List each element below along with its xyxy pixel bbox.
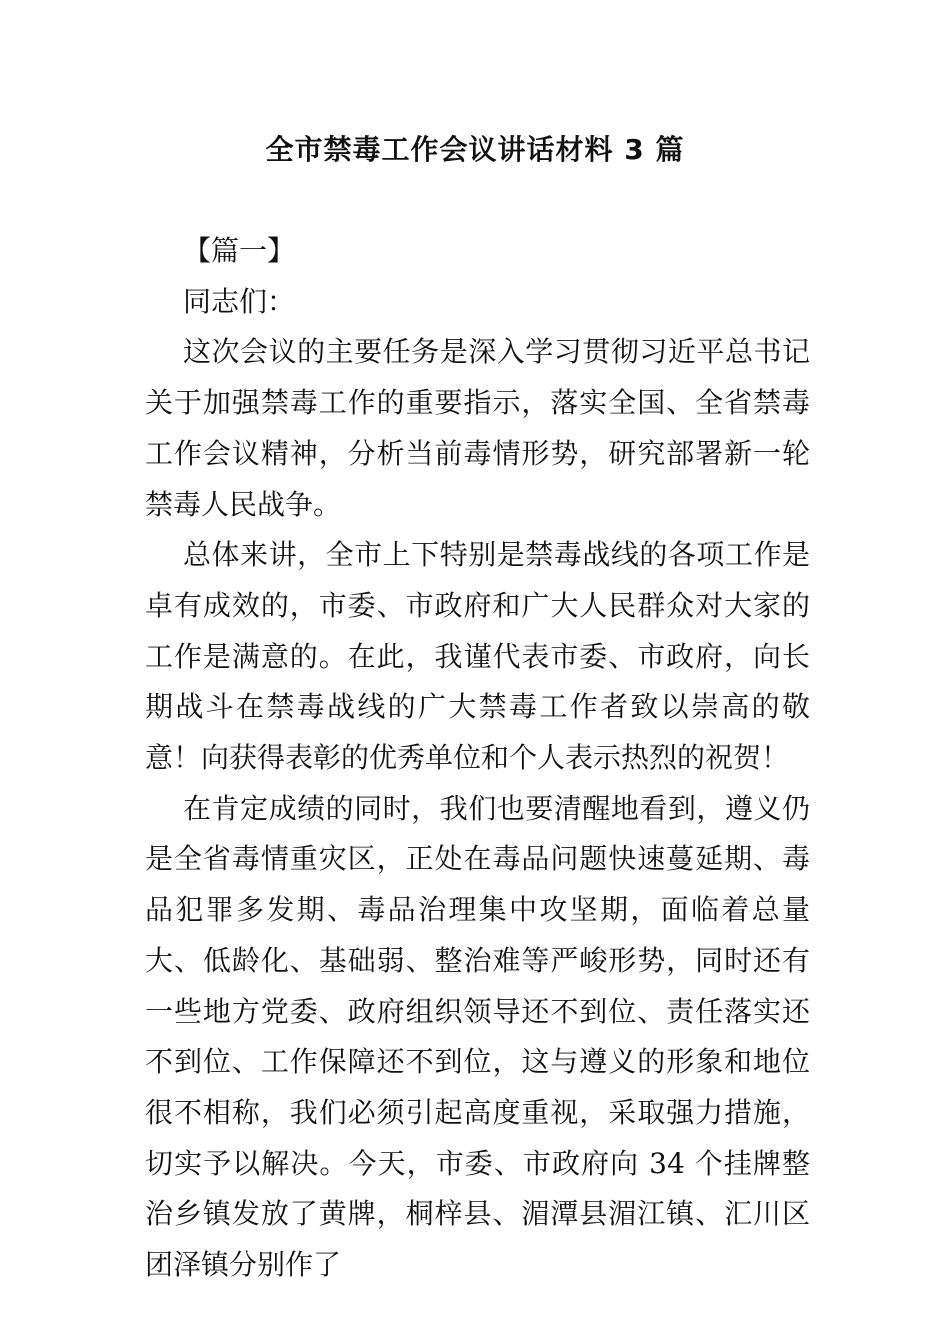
section-heading: 【篇一】	[183, 234, 296, 267]
body-paragraph: 这次会议的主要任务是深入学习贯彻习近平总书记关于加强禁毒工作的重要指示，落实全国、全省禁毒工作会议精神，分析当前毒情形势，研究部署新一轮禁毒人民战争。	[145, 335, 810, 521]
document-title: 全市禁毒工作会议讲话材料 3 篇	[265, 133, 685, 166]
body-paragraph: 总体来讲，全市上下特别是禁毒战线的各项工作是卓有成效的，市委、市政府和广大人民群众对大家的工作是满意的。在此，我谨代表市委、市政府，向长期战斗在禁毒战线的广大禁毒工作者致以崇高的敬意！向获得表彰的优秀单位和个人表示热烈的祝贺！	[145, 538, 810, 775]
document-body	[145, 226, 810, 1291]
salutation: 同志们：	[183, 284, 296, 318]
body-paragraph: 在肯定成绩的同时，我们也要清醒地看到，遵义仍是全省毒情重灾区，正处在毒品问题快速蔓延期、毒品犯罪多发期、毒品治理集中攻坚期，面临着总量大、低龄化、基础弱、整治难等严峻形势，同时还有一些地方党委、政府组织领导还不到位、责任落实还不到位、工作保障还不到位，这与遵义的形象和地位很不相称，我们必须引起高度重视，采取强力措施，切实予以解决。今天，市委、市政府向 34 个挂牌整治乡镇发放了黄牌，桐梓县、湄潭县湄江镇、汇川区团泽镇分别作了	[145, 791, 810, 1282]
